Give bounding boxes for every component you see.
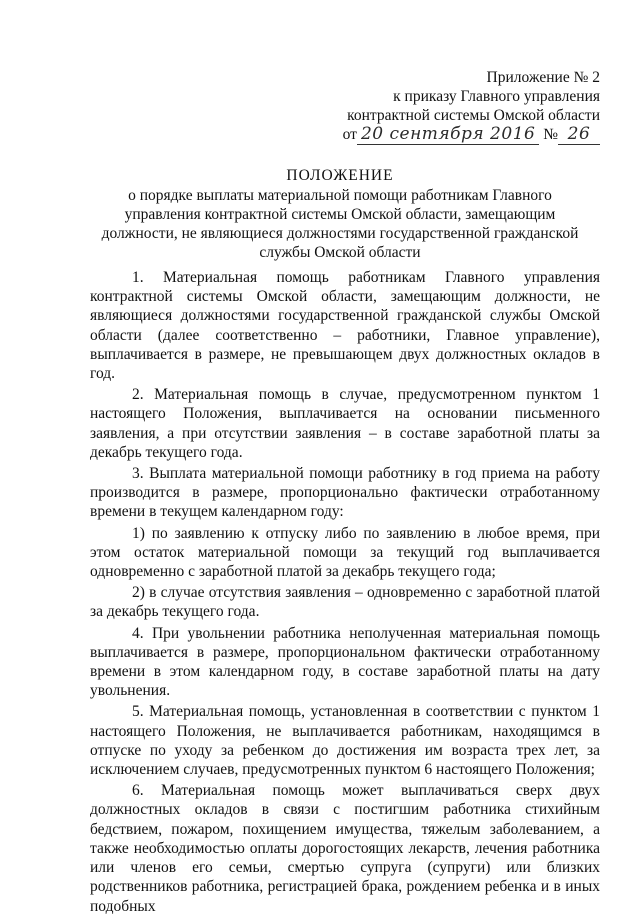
handwritten-number: 26 (558, 125, 600, 145)
paragraph-1: 1. Материальная помощь работникам Главного управления контрактной системы Омской области, замещающим должности, не являющиеся должностями государственной гражданской службы Омской области (далее соответственно – работники, Главное управление), выплачивается в размере, не превышающем двух должностных окладов в год. (90, 269, 600, 383)
appendix-line-2: к приказу Главного управления (393, 88, 600, 105)
paragraph-4: 4. При увольнении работника неполученная материальная помощь выплачивается в размере, пропорциональном фактически отработанному времени в этом календарном году, в составе заработной платы на дату увольнения. (90, 624, 600, 700)
document-subtitle: о порядке выплаты материальной помощи работникам Главного управления контрактной системы Омской области, замещающим должности, не являющиеся должностями государственной гражданской службы Омской области (101, 187, 579, 261)
paragraph-3-item-2: 2) в случае отсутствия заявления – одновременно с заработной платой за декабрь текущего года. (90, 584, 600, 621)
paragraph-5: 5. Материальная помощь, установленная в соответствии с пунктом 1 настоящего Положения, не выплачивается работникам, находящимся в отпуске по уходу за ребенком до достижения им возраста трех лет, за исключением случаев, предусмотренных пунктом 6 настоящего Положения; (90, 703, 600, 779)
appendix-line-1: Приложение № 2 (486, 69, 600, 86)
document-title-block (90, 166, 590, 262)
document-body (90, 268, 600, 918)
appendix-date-line (343, 125, 600, 145)
paragraph-2: 2. Материальная помощь в случае, предусмотренном пунктом 1 настоящего Положения, выплачивается на основании письменного заявления, а при отсутствии заявления – в составе заработной платы за декабрь текущего года. (90, 386, 600, 461)
appendix-header (343, 68, 600, 145)
date-prefix: от (342, 126, 357, 143)
appendix-line-3: контрактной системы Омской области (347, 107, 600, 124)
document-title: ПОЛОЖЕНИЕ (286, 167, 394, 184)
handwritten-date: 20 сентября 2016 (357, 125, 539, 145)
paragraph-6: 6. Материальная помощь может выплачиваться сверх двух должностных окладов в связи с постигшим работника стихийным бедствием, пожаром, похищением имущества, тяжелым заболеванием, а также необходимостью оплаты дорогостоящих лекарств, лечения работника или членов его семьи, смертью супруга (супруги) или близких родственников работника, регистрацией брака, рождением ребенка и в иных подобных (90, 782, 600, 915)
paragraph-3: 3. Выплата материальной помощи работнику в год приема на работу производится в размере, пропорционально фактически отработанному времени в текущем календарном году: (90, 465, 600, 521)
number-prefix: № (543, 126, 558, 143)
paragraph-3-item-1: 1) по заявлению к отпуску либо по заявлению в любое время, при этом остаток материальной помощи за текущий год выплачивается одновременно с заработной платой за декабрь текущего года; (90, 524, 600, 581)
